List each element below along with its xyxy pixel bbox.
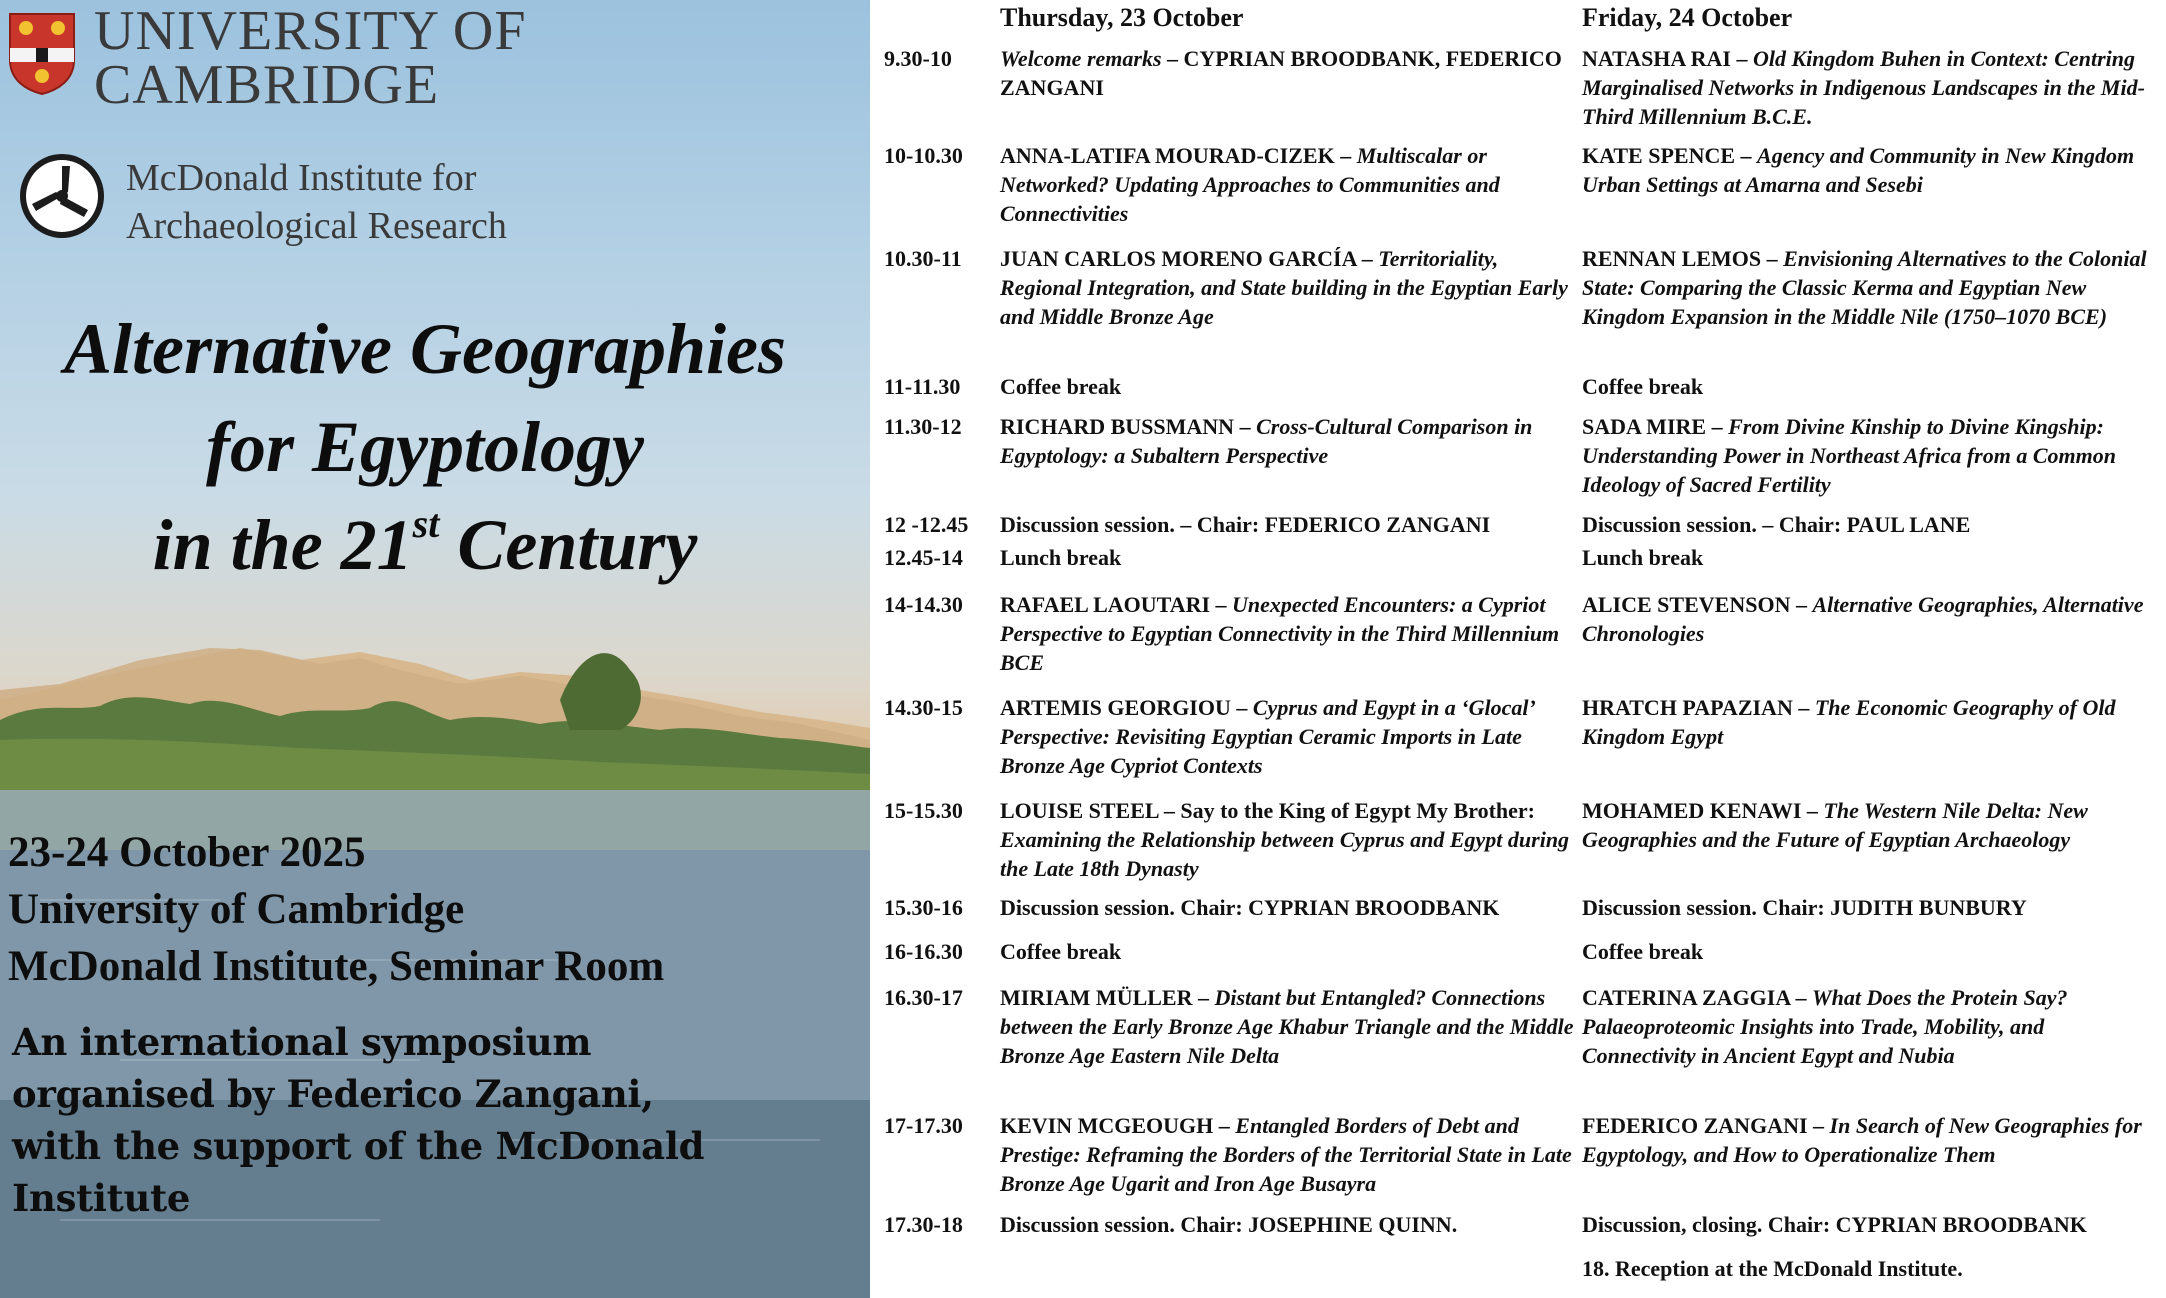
- session-time: 15.30-16: [884, 895, 963, 920]
- talk-title: Unexpected Encounters: a Cypriot Perspective to Egyptian Connectivity in the Third Millennium BCE: [1000, 592, 1560, 675]
- thursday-session: [1000, 44, 1580, 102]
- session-label: Coffee break: [1000, 939, 1122, 964]
- talk-title: Territoriality, Regional Integration, and State building in the Egyptian Early and Middle Bronze Age: [1000, 246, 1568, 329]
- friday-session: CATERINA ZAGGIA – What Does the Protein Say? Palaeoproteomic Insights into Trade, Mobility, and Connectivity in Ancient Egypt and Nubia: [1582, 985, 2068, 1068]
- friday-session: [1582, 372, 2162, 401]
- speaker-name: CATERINA ZAGGIA: [1582, 985, 1791, 1010]
- thursday-session: [1000, 372, 1580, 401]
- session-label: Discussion, closing. Chair: CYPRIAN BROODBANK: [1582, 1212, 2087, 1237]
- mcdonald-institute-logo: [18, 152, 106, 240]
- session-label: Discussion session. – Chair: PAUL LANE: [1582, 512, 1971, 537]
- session-time: 17.30-18: [884, 1212, 963, 1237]
- university-name: UNIVERSITY OF CAMBRIDGE: [94, 0, 527, 116]
- friday-session: [1582, 893, 2162, 922]
- thursday-session: ARTEMIS GEORGIOU – Cyprus and Egypt in a ‘Glocal’ Perspective: Revisiting Egyptian Ceramic Imports in Late Bronze Age Cypriot Contexts: [1000, 695, 1535, 778]
- talk-title: Old Kingdom Buhen in Context: Centring Marginalised Networks in Indigenous Landscapes in the Mid-Third Millennium B.C.E.: [1582, 46, 2145, 129]
- talk-title: Cross-Cultural Comparison in Egyptology: a Subaltern Perspective: [1000, 414, 1533, 468]
- friday-session: KATE SPENCE – Agency and Community in New Kingdom Urban Settings at Amarna and Sesebi: [1582, 143, 2135, 197]
- session-label: Coffee break: [1582, 374, 1704, 399]
- reception-note: 18. Reception at the McDonald Institute.: [1582, 1256, 1963, 1281]
- talk-title-plain: Say to the King of Egypt My Brother:: [1180, 798, 1536, 823]
- speaker-name: MIRIAM MÜLLER: [1000, 985, 1193, 1010]
- thursday-session: RICHARD BUSSMANN – Cross-Cultural Comparison in Egyptology: a Subaltern Perspective: [1000, 414, 1533, 468]
- session-time: 12 -12.45: [884, 512, 969, 537]
- talk-title: The Economic Geography of Old Kingdom Egypt: [1582, 695, 2116, 749]
- session-label: Discussion session. – Chair: FEDERICO ZANGANI: [1000, 512, 1491, 537]
- institute-name: McDonald Institute for Archaeological Research: [126, 157, 507, 247]
- session-time: 10.30-11: [884, 246, 962, 271]
- thursday-session: LOUISE STEEL – Say to the King of Egypt My Brother: Examining the Relationship between Cyprus and Egypt during the Late 18th Dynasty: [1000, 798, 1570, 881]
- talk-title: Examining the Relationship between Cyprus and Egypt during the Late 18th Dynasty: [1000, 827, 1570, 881]
- session-time: 9.30-10: [884, 46, 952, 71]
- session-time: 14-14.30: [884, 592, 963, 617]
- session-time: 16-16.30: [884, 939, 963, 964]
- friday-session: RENNAN LEMOS – Envisioning Alternatives to the Colonial State: Comparing the Classic Kerma and Egyptian New Kingdom Expansion in the Middle Nile (1750–1070 BCE): [1582, 246, 2147, 329]
- friday-session: NATASHA RAI – Old Kingdom Buhen in Context: Centring Marginalised Networks in Indigenous Landscapes in the Mid-Third Millennium B.C.E.: [1582, 46, 2145, 129]
- programme-schedule: [870, 0, 2166, 1298]
- poster-panel: [0, 0, 870, 1298]
- day-heading-thursday: Thursday, 23 October: [1000, 3, 1244, 32]
- session-time: 12.45-14: [884, 545, 963, 570]
- day-heading-friday: Friday, 24 October: [1582, 3, 1793, 32]
- speaker-name: MOHAMED KENAWI: [1582, 798, 1802, 823]
- thursday-session: [1000, 893, 1580, 922]
- session-label: Discussion session. Chair: JOSEPHINE QUINN.: [1000, 1212, 1458, 1237]
- speaker-name: RAFAEL LAOUTARI: [1000, 592, 1211, 617]
- talk-title: Multiscalar or Networked? Updating Approaches to Communities and Connectivities: [1000, 143, 1500, 226]
- speaker-name: LOUISE STEEL: [1000, 798, 1159, 823]
- speaker-name: ALICE STEVENSON: [1582, 592, 1791, 617]
- thursday-session: ANNA-LATIFA MOURAD-CIZEK – Multiscalar or Networked? Updating Approaches to Communities and Connectivities: [1000, 143, 1500, 226]
- thursday-session: JUAN CARLOS MORENO GARCÍA – Territoriality, Regional Integration, and State building in the Egyptian Early and Middle Bronze Age: [1000, 246, 1568, 329]
- friday-session: MOHAMED KENAWI – The Western Nile Delta: New Geographies and the Future of Egyptian Archaeology: [1582, 798, 2088, 852]
- talk-title: Agency and Community in New Kingdom Urban Settings at Amarna and Sesebi: [1582, 143, 2135, 197]
- talk-title: Cyprus and Egypt in a ‘Glocal’ Perspective: Revisiting Egyptian Ceramic Imports in Late Bronze Age Cypriot Contexts: [1000, 695, 1535, 778]
- event-details: 23-24 October 2025 University of Cambridge McDonald Institute, Seminar Room: [8, 829, 665, 990]
- friday-session: [1582, 1210, 2162, 1239]
- thursday-session: [1000, 1210, 1580, 1239]
- friday-session: [1582, 543, 2162, 572]
- speaker-name: ANNA-LATIFA MOURAD-CIZEK: [1000, 143, 1335, 168]
- cambridge-shield-logo: [8, 12, 76, 96]
- speaker-name: HRATCH PAPAZIAN: [1582, 695, 1793, 720]
- session-time: 16.30-17: [884, 985, 963, 1010]
- speaker-name: NATASHA RAI: [1582, 46, 1731, 71]
- speaker-name: RICHARD BUSSMANN: [1000, 414, 1235, 439]
- speaker-name: KEVIN MCGEOUGH: [1000, 1113, 1214, 1138]
- talk-title: Entangled Borders of Debt and Prestige: Reframing the Borders of the Territorial State in Late Bronze Age Ugarit and Iron Age Busayra: [1000, 1113, 1572, 1196]
- friday-session: SADA MIRE – From Divine Kinship to Divine Kingship: Understanding Power in Northeast Africa from a Common Ideology of Sacred Fertility: [1582, 414, 2116, 497]
- talk-title: The Western Nile Delta: New Geographies and the Future of Egyptian Archaeology: [1582, 798, 2088, 852]
- talk-title: Alternative Geographies, Alternative Chronologies: [1582, 592, 2144, 646]
- speaker-name: ARTEMIS GEORGIOU: [1000, 695, 1231, 720]
- friday-session: ALICE STEVENSON – Alternative Geographies, Alternative Chronologies: [1582, 592, 2144, 646]
- speaker-name: FEDERICO ZANGANI: [1582, 1113, 1808, 1138]
- friday-session: FEDERICO ZANGANI – In Search of New Geographies for Egyptology, and How to Operationalize Them: [1582, 1113, 2142, 1167]
- organiser-note: An international symposium organised by Federico Zangani, with the support of the McDonald Institute: [12, 1020, 705, 1220]
- friday-session: HRATCH PAPAZIAN – The Economic Geography of Old Kingdom Egypt: [1582, 695, 2116, 749]
- session-label: Discussion session. Chair: JUDITH BUNBURY: [1582, 895, 2027, 920]
- talk-title: Distant but Entangled? Connections between the Early Bronze Age Khabur Triangle and the Middle Bronze Age Eastern Nile Delta: [1000, 985, 1574, 1068]
- talk-title: Envisioning Alternatives to the Colonial State: Comparing the Classic Kerma and Egyptian New Kingdom Expansion in the Middle Nile (1750–1070 BCE): [1582, 246, 2147, 329]
- thursday-session: KEVIN MCGEOUGH – Entangled Borders of Debt and Prestige: Reframing the Borders of the Territorial State in Late Bronze Age Ugarit and Iron Age Busayra: [1000, 1113, 1572, 1196]
- speaker-name: SADA MIRE: [1582, 414, 1707, 439]
- session-time: 11-11.30: [884, 374, 961, 399]
- friday-session: [1582, 510, 2162, 539]
- session-time: 10-10.30: [884, 143, 963, 168]
- speaker-name: KATE SPENCE: [1582, 143, 1736, 168]
- session-time: 15-15.30: [884, 798, 963, 823]
- talk-title: In Search of New Geographies for Egyptology, and How to Operationalize Them: [1582, 1113, 2142, 1167]
- talk-title: What Does the Protein Say? Palaeoproteomic Insights into Trade, Mobility, and Connectivity in Ancient Egypt and Nubia: [1582, 985, 2068, 1068]
- talk-title: From Divine Kinship to Divine Kingship: Understanding Power in Northeast Africa from a Common Ideology of Sacred Fertility: [1582, 414, 2116, 497]
- speaker-name: RENNAN LEMOS: [1582, 246, 1762, 271]
- session-time: 17-17.30: [884, 1113, 963, 1138]
- speaker-names: – CYPRIAN BROODBANK, FEDERICO ZANGANI: [1000, 46, 1562, 100]
- symposium-title: Alternative Geographies for Egyptology in the 21st Century: [64, 309, 786, 585]
- thursday-session: MIRIAM MÜLLER – Distant but Entangled? Connections between the Early Bronze Age Khabur Triangle and the Middle Bronze Age Eastern Nile Delta: [1000, 985, 1574, 1068]
- friday-session: [1582, 937, 2162, 966]
- thursday-session: [1000, 510, 1580, 539]
- thursday-session: [1000, 543, 1580, 572]
- session-label: Discussion session. Chair: CYPRIAN BROODBANK: [1000, 895, 1500, 920]
- talk-title: Welcome remarks: [1000, 46, 1162, 71]
- session-label: Lunch break: [1000, 545, 1122, 570]
- session-label: Coffee break: [1582, 939, 1704, 964]
- session-time: 14.30-15: [884, 695, 963, 720]
- session-label: Coffee break: [1000, 374, 1122, 399]
- thursday-session: RAFAEL LAOUTARI – Unexpected Encounters: a Cypriot Perspective to Egyptian Connectivity in the Third Millennium BCE: [1000, 592, 1560, 675]
- session-time: 11.30-12: [884, 414, 962, 439]
- thursday-session: [1000, 937, 1580, 966]
- session-label: Lunch break: [1582, 545, 1704, 570]
- speaker-name: JUAN CARLOS MORENO GARCÍA: [1000, 246, 1357, 271]
